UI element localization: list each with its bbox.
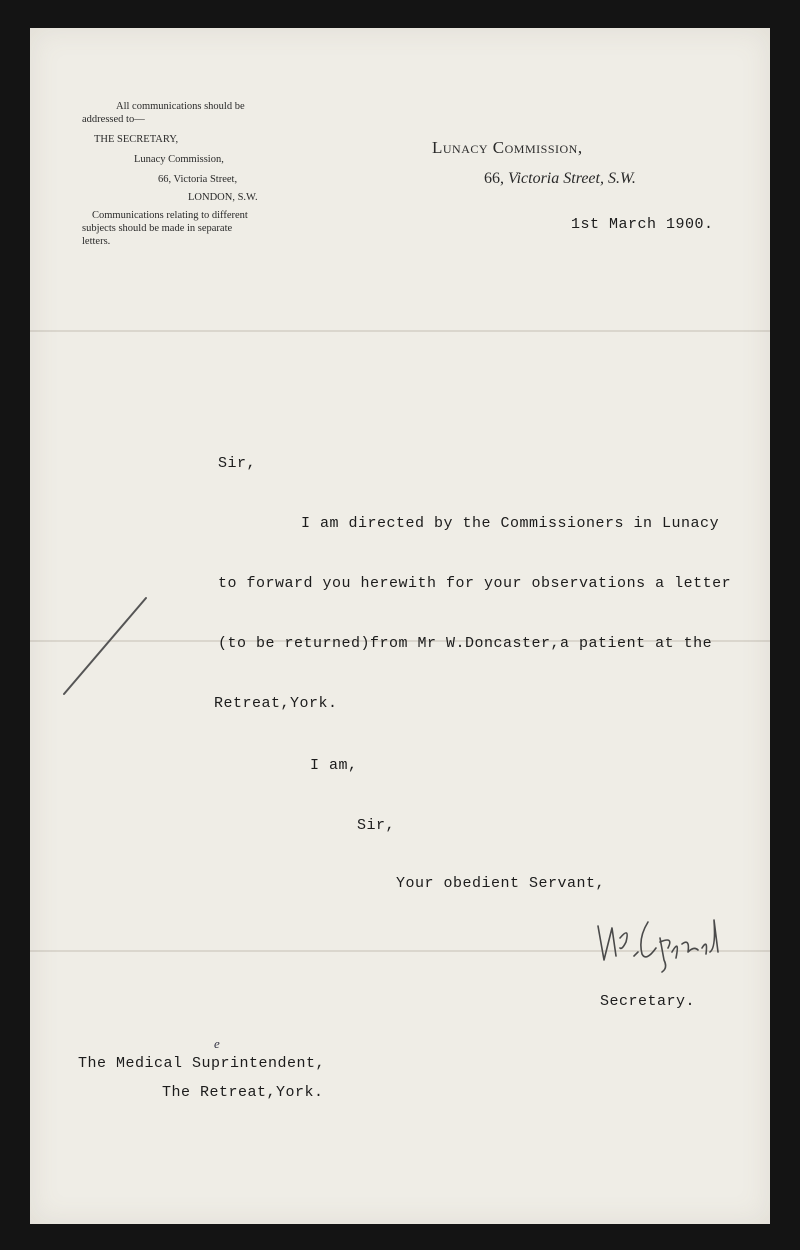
closing-line: I am, bbox=[310, 757, 358, 774]
salutation: Sir, bbox=[218, 455, 257, 472]
notice-line: All communications should be bbox=[116, 101, 245, 112]
addressee-line: The Retreat,York. bbox=[162, 1084, 324, 1101]
notice-line: LONDON, S.W. bbox=[188, 192, 258, 203]
address-street: Victoria Street, S.W. bbox=[508, 170, 636, 187]
addressee-line: The Medical Suprintendent, bbox=[78, 1055, 326, 1072]
notice-line: THE SECRETARY, bbox=[94, 134, 179, 145]
margin-mark-icon bbox=[58, 594, 158, 698]
address-number: 66, bbox=[484, 170, 504, 187]
letterhead-address bbox=[484, 170, 636, 188]
letterhead-name: Lunacy Commission, bbox=[432, 138, 583, 157]
handwritten-correction: e bbox=[214, 1036, 220, 1051]
closing-line: Sir, bbox=[357, 817, 396, 834]
letter-page bbox=[30, 28, 770, 1224]
notice-line: 66, Victoria Street, bbox=[158, 174, 238, 185]
notice-line: subjects should be made in separate bbox=[82, 223, 233, 234]
notice-line: Communications relating to different bbox=[92, 210, 248, 221]
notice-line: Lunacy Commission, bbox=[134, 154, 224, 165]
fold-line-top bbox=[30, 330, 770, 332]
signature-icon bbox=[590, 908, 740, 978]
letter-date: 1st March 1900. bbox=[571, 216, 714, 233]
body-line: to forward you herewith for your observations a letter bbox=[218, 575, 732, 592]
body-line: I am directed by the Commissioners in Lunacy bbox=[301, 515, 720, 532]
notice-line: addressed to— bbox=[82, 114, 145, 125]
body-line: (to be returned)from Mr W.Doncaster,a patient at the bbox=[218, 635, 713, 652]
notice-line: letters. bbox=[82, 236, 111, 247]
body-line: Retreat,York. bbox=[214, 695, 338, 712]
signatory-title: Secretary. bbox=[600, 993, 696, 1010]
closing-line: Your obedient Servant, bbox=[396, 875, 606, 892]
